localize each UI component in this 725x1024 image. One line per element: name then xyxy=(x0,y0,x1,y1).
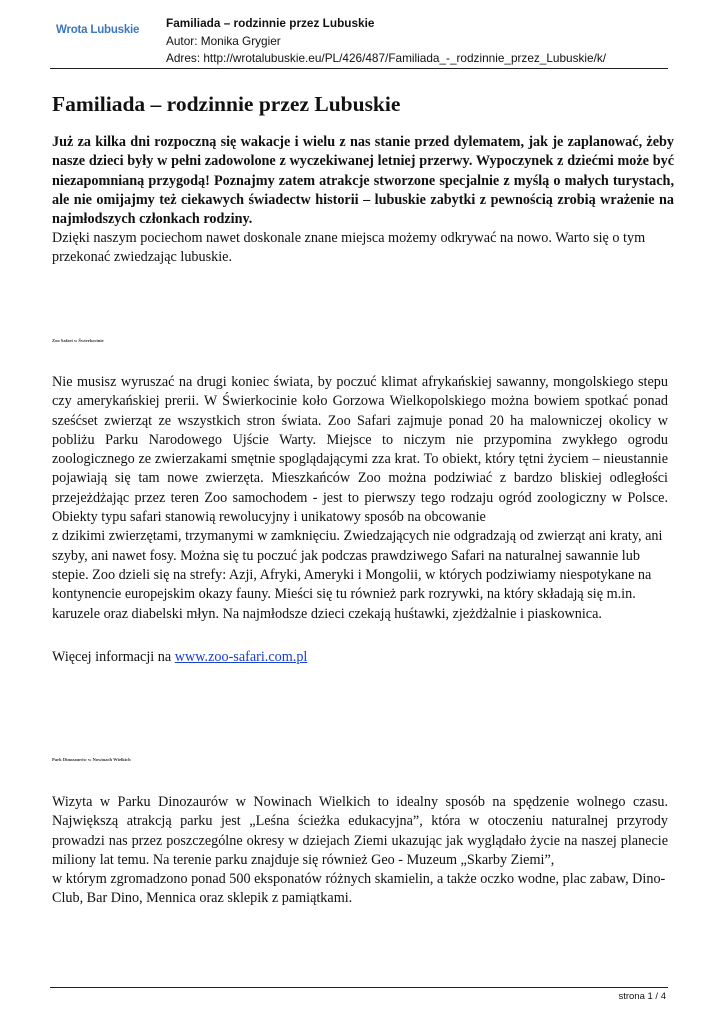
article-intro: Dzięki naszym pociechom nawet doskonale znane miejsca możemy odkrywać na nowo. Warto się o tym przekonać zwiedzając lubuskie. xyxy=(52,230,646,266)
header-divider xyxy=(50,68,668,69)
zoo-safari-link[interactable]: www.zoo-safari.com.pl xyxy=(174,649,308,665)
dino-section-text xyxy=(52,793,668,909)
zoo-paragraph-part2: z dzikimi zwierzętami, trzymanymi w zamknięciu. Zwiedzających nie odgradzają od zwierząt ani kraty, ani szyby, ani nawet fosy. Można się tu poczuć jak podczas prawdziwego Safari na naturalnej sawannie lub stepie. Zoo dzieli się na strefy: Azji, Afryki, Ameryki i Mongolii, w których podziwiamy niespotykane na kontynencie europejskim okazy fauny. Mieści się tu również park rozrywki, na który składają się m.in. karuzele oraz diabelski młyn. Na najmłodsze dzieci czekają huśtawki, zjeżdżalnie i piaskownica. xyxy=(52,528,663,622)
site-logo[interactable]: Wrota Lubuskie xyxy=(56,24,140,36)
zoo-paragraph-part1: Nie musisz wyruszać na drugi koniec świata, by poczuć klimat afrykańskiej sawanny, mongolskiego stepu czy amerykańskiej prerii. W Świerkocinie koło Gorzowa Wielkopolskiego można bowiem spotkać ponad sześćset zwierząt ze wszystkich stron świata. Zoo Safari zajmuje ponad 20 ha malowniczej okolicy w pobliżu Parku Narodowego Ujście Warty. Miejsce to niczym nie przypomina zwykłego ogrodu zoologicznego ze zwierzakami smętnie spoglądającymi zza krat. To obiekt, który tętni życiem – nieustannie pojawiają się tam nowe zwierzęta. Mieszkańców Zoo można podziwiać z bardzo bliskiej odległości przejeżdżając przez teren Zoo samochodem - jest to pierwszy tego rodzaju ogród zoologiczny w Polsce. Obiekty typu safari stanowią rewolucyjny i unikatowy sposób na obcowanie xyxy=(52,374,668,526)
dino-paragraph-part2: w którym zgromadzono ponad 500 eksponatów różnych skamielin, a także oczko wodne, plac zabaw, Dino-Club, Bar Dino, Mennica oraz sklepik z pamiątkami. xyxy=(52,871,666,907)
zoo-section-text xyxy=(52,373,668,624)
header-address: Adres: http://wrotalubuskie.eu/PL/426/487/Familiada_-_rodzinnie_przez_Lubuskie/k/ xyxy=(166,51,607,65)
image-caption-zoo: Zoo Safari w Świerkocinie xyxy=(52,338,104,343)
page-number: strona 1 / 4 xyxy=(618,991,666,1002)
footer-divider xyxy=(50,987,668,988)
article-title: Familiada – rodzinnie przez Lubuskie xyxy=(52,92,401,116)
article-lead: Już za kilka dni rozpoczną się wakacje i wielu z nas stanie przed dylematem, jak je zaplanować, żeby nasze dzieci były w pełni zadowolone z wyczekiwanej letniej przerwy. Wypoczynek z dziećmi może być niezapomnianą przygodą! Poznajmy zatem atrakcje stworzone specjalnie z myślą o małych turystach, ale nie omijajmy też ciekawych świadectw historii – lubuskie zabytki z pewnością zrobią wrażenie na najmłodszych członkach rodziny. xyxy=(52,134,674,228)
header-title: Familiada – rodzinnie przez Lubuskie xyxy=(166,16,375,30)
more-info-label: Więcej informacji na xyxy=(52,649,175,665)
more-info-line xyxy=(52,648,668,667)
header-author: Autor: Monika Grygier xyxy=(166,33,281,48)
image-caption-dino: Park Dinozaurów w Nowinach Wielkich xyxy=(52,757,131,762)
document-header xyxy=(166,15,706,68)
dino-paragraph-part1: Wizyta w Parku Dinozaurów w Nowinach Wielkich to idealny sposób na spędzenie wolnego czasu. Największą atrakcją parku jest „Leśna ścieżka edukacyjna”, która w otoczeniu naturalnej przyrody prowadzi nas przez poszczególne okresy w dziejach Ziemi ukazując jak wyglądało życie na naszej planecie miliony lat temu. Na terenie parku znajduje się również Geo - Muzeum „Skarby Ziemi”, xyxy=(52,794,668,868)
